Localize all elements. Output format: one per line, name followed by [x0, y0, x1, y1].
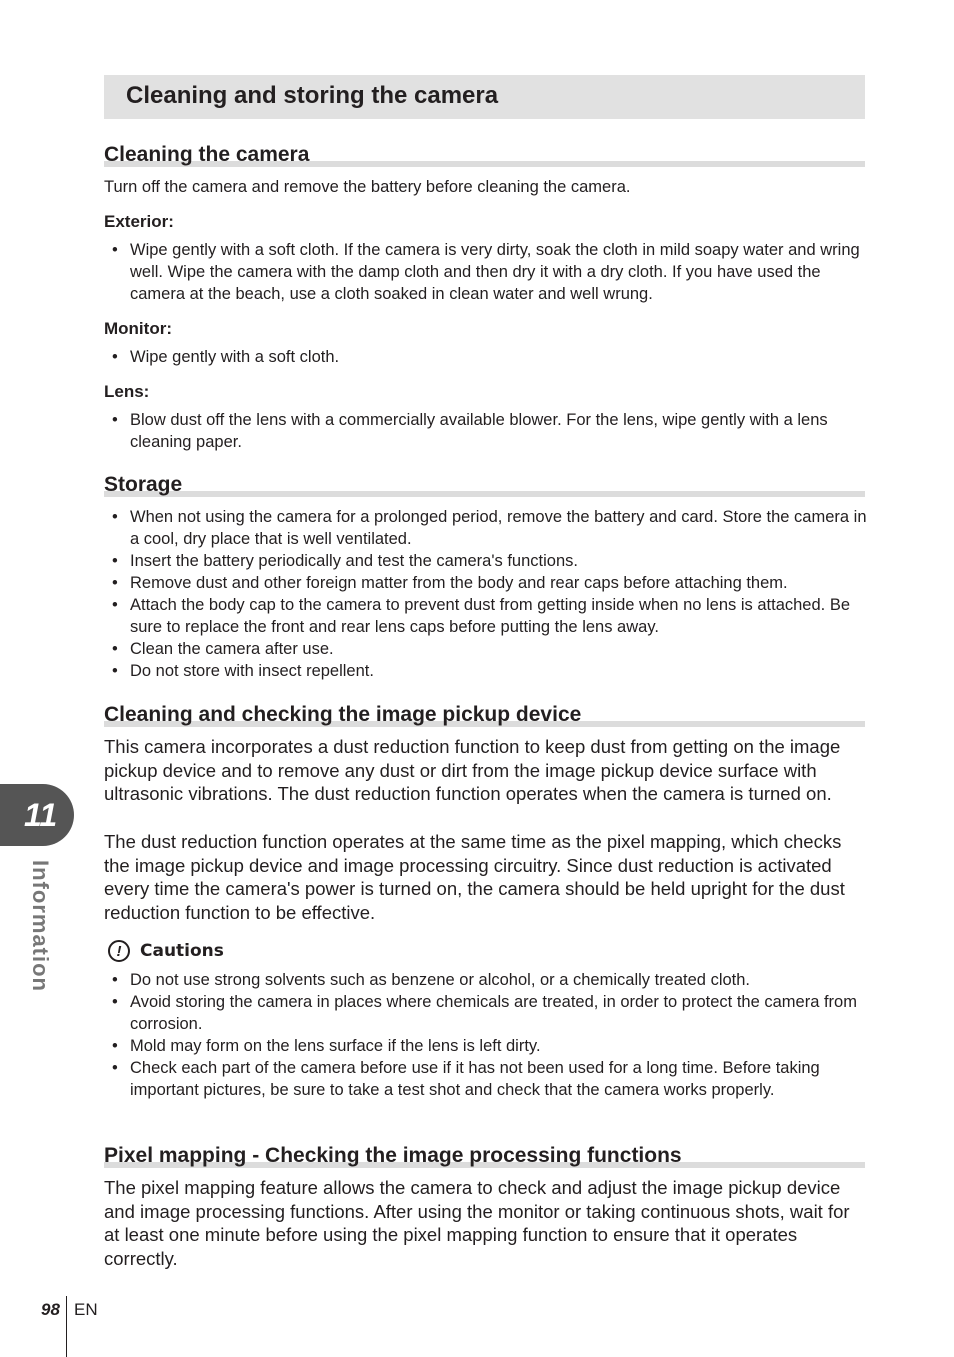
list-item: • Do not store with insect repellent.	[112, 662, 374, 680]
chapter-label: Information	[28, 860, 53, 992]
page-title: Cleaning and storing the camera	[126, 82, 499, 109]
section-storage	[104, 470, 865, 498]
monitor-label: Monitor:	[104, 319, 172, 338]
exterior-list	[104, 239, 867, 305]
section-heading: Cleaning and checking the image pickup device	[104, 703, 582, 726]
exterior-label: Exterior:	[104, 212, 174, 231]
bullet: •	[112, 993, 118, 1011]
lens-label: Lens:	[104, 382, 150, 401]
bullet: •	[112, 1037, 118, 1055]
chapter-number: 11	[24, 797, 58, 833]
list-item: • Insert the battery periodically and test the camera's functions.	[112, 552, 578, 570]
list-item: • Clean the camera after use.	[112, 640, 334, 658]
list-item: • Do not use strong solvents such as benzene or alcohol, or a chemically treated cloth.	[112, 971, 751, 989]
section-cleaning	[104, 140, 865, 168]
pixel-mapping-para: The pixel mapping feature allows the camera to check and adjust the image pickup device and image processing functions. After using the monitor or taking continuous shots, wait for at least one minute before using the pixel mapping function to ensure that it operates correctly.	[104, 1177, 850, 1270]
caution-icon: !	[108, 940, 130, 962]
cautions-label: Cautions	[140, 941, 224, 961]
bullet: •	[112, 1059, 118, 1077]
page-language: EN	[74, 1300, 98, 1319]
list-item: • Wipe gently with a soft cloth.	[112, 348, 340, 366]
bullet: •	[112, 971, 118, 989]
list-item: • Attach the body cap to the camera to prevent dust from getting inside when no lens is attached. Be sure to replace the front and rear lens caps before putting the lens away.	[112, 596, 851, 636]
list-item: • Avoid storing the camera in places where chemicals are treated, in order to protect the camera from corrosion.	[112, 993, 857, 1033]
cautions-header	[108, 937, 224, 965]
page-title-banner	[104, 75, 865, 119]
bullet: •	[112, 662, 118, 680]
cleaning-intro: Turn off the camera and remove the battery before cleaning the camera.	[104, 178, 631, 196]
list-item: • Remove dust and other foreign matter from the body and rear caps before attaching them.	[112, 574, 788, 592]
bullet: •	[112, 596, 118, 614]
cautions-list	[104, 969, 867, 1101]
lens-list	[104, 409, 867, 453]
bullet: •	[112, 574, 118, 592]
monitor-list	[104, 346, 867, 368]
bullet: •	[112, 640, 118, 658]
pickup-para-1: This camera incorporates a dust reduction function to keep dust from getting on the image pickup device and to remove any dust or dirt from the image pickup device surface with ultrasonic vibrations. The dust reduction function operates when the camera is turned on.	[104, 736, 841, 805]
bullet: •	[112, 552, 118, 570]
storage-list	[104, 506, 867, 682]
list-item: • Wipe gently with a soft cloth. If the camera is very dirty, soak the cloth in mild soapy water and wring well. Wipe the camera with the damp cloth and then dry it with a dry cloth. If you have used the camera at the beach, use a cloth soaked in clean water and well wrung.	[112, 241, 860, 303]
page-number: 98	[41, 1300, 60, 1319]
list-item: • When not using the camera for a prolonged period, remove the battery and card. Store the camera in a cool, dry place that is well ventilated.	[112, 508, 867, 548]
section-pickup	[104, 700, 865, 728]
bullet: •	[112, 348, 118, 366]
section-heading: Storage	[104, 473, 183, 496]
bullet: •	[112, 411, 118, 429]
bullet: •	[112, 508, 118, 526]
pickup-para-2: The dust reduction function operates at the same time as the pixel mapping, which checks the image pickup device and image processing circuitry. Since dust reduction is activated every time the camera's power is turned on, the camera should be held upright for the dust reduction function to be effective.	[104, 831, 845, 924]
list-item: • Check each part of the camera before use if it has not been used for a long time. Before taking important pictures, be sure to take a test shot and check that the camera works properly.	[112, 1059, 820, 1099]
section-pixel-mapping	[104, 1141, 865, 1169]
section-heading: Cleaning the camera	[104, 143, 310, 166]
section-rule	[104, 491, 865, 497]
section-heading: Pixel mapping - Checking the image processing functions	[104, 1144, 682, 1167]
list-item: • Blow dust off the lens with a commercially available blower. For the lens, wipe gently with a lens cleaning paper.	[112, 411, 828, 451]
bullet: •	[112, 241, 118, 259]
list-item: • Mold may form on the lens surface if the lens is left dirty.	[112, 1037, 541, 1055]
footer-divider	[66, 1296, 67, 1357]
